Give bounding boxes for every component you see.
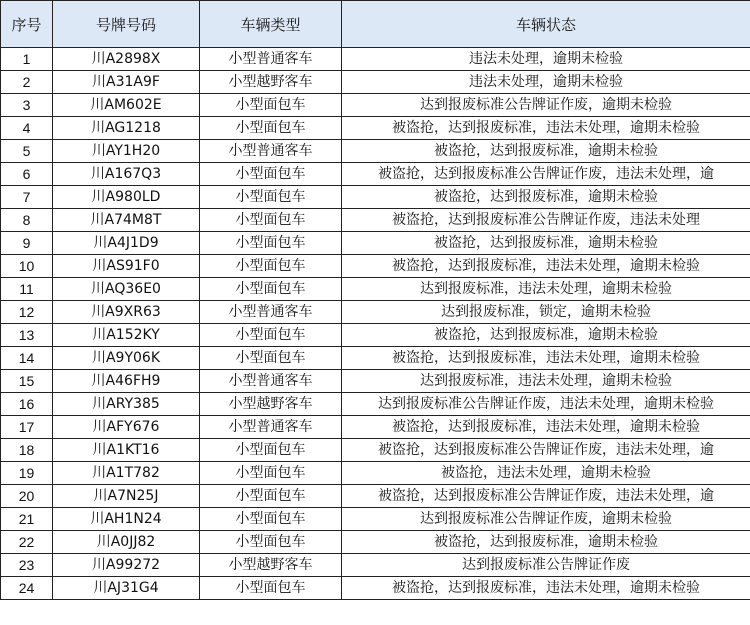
vehicle-type-cell: 小型面包车 xyxy=(200,117,342,140)
vehicle-type-cell: 小型普通客车 xyxy=(200,370,342,393)
table-row xyxy=(1,554,750,577)
table-row xyxy=(1,163,750,186)
serial-number-cell: 3 xyxy=(1,94,53,117)
serial-number-cell: 24 xyxy=(1,577,53,600)
vehicle-type-cell: 小型普通客车 xyxy=(200,301,342,324)
plate-number-cell: 川AFY676 xyxy=(53,416,200,439)
table-row xyxy=(1,485,750,508)
plate-number-cell: 川A0JJ82 xyxy=(53,531,200,554)
table-row xyxy=(1,140,750,163)
plate-number-cell: 川AQ36E0 xyxy=(53,278,200,301)
table-row xyxy=(1,393,750,416)
header-vehicle-type: 车辆类型 xyxy=(200,1,342,48)
table-row xyxy=(1,232,750,255)
vehicle-status-cell: 违法未处理，逾期未检验 xyxy=(342,48,750,71)
vehicle-type-cell: 小型面包车 xyxy=(200,577,342,600)
serial-number-cell: 7 xyxy=(1,186,53,209)
plate-number-cell: 川A7N25J xyxy=(53,485,200,508)
serial-number-cell: 20 xyxy=(1,485,53,508)
vehicle-status-cell: 违法未处理，逾期未检验 xyxy=(342,71,750,94)
vehicle-status-cell: 达到报废标准公告牌证作废 xyxy=(342,554,750,577)
table-row xyxy=(1,301,750,324)
table-row xyxy=(1,439,750,462)
plate-number-cell: 川A99272 xyxy=(53,554,200,577)
table-row xyxy=(1,71,750,94)
serial-number-cell: 2 xyxy=(1,71,53,94)
table-row xyxy=(1,577,750,600)
serial-number-cell: 23 xyxy=(1,554,53,577)
plate-number-cell: 川A9XR63 xyxy=(53,301,200,324)
header-plate-number: 号牌号码 xyxy=(53,1,200,48)
vehicle-type-cell: 小型普通客车 xyxy=(200,140,342,163)
table-row xyxy=(1,278,750,301)
table-row xyxy=(1,416,750,439)
serial-number-cell: 22 xyxy=(1,531,53,554)
table-row xyxy=(1,531,750,554)
serial-number-cell: 17 xyxy=(1,416,53,439)
plate-number-cell: 川A31A9F xyxy=(53,71,200,94)
vehicle-status-cell: 达到报废标准公告牌证作废，违法未处理，逾期未检验 xyxy=(342,393,750,416)
plate-number-cell: 川AY1H20 xyxy=(53,140,200,163)
plate-number-cell: 川ARY385 xyxy=(53,393,200,416)
vehicle-status-cell: 被盗抢，达到报废标准，逾期未检验 xyxy=(342,531,750,554)
vehicle-type-cell: 小型面包车 xyxy=(200,485,342,508)
header-row xyxy=(1,1,750,48)
vehicle-status-cell: 达到报废标准，锁定，逾期未检验 xyxy=(342,301,750,324)
vehicle-type-cell: 小型面包车 xyxy=(200,186,342,209)
vehicle-status-cell: 被盗抢，达到报废标准，违法未处理，逾期未检验 xyxy=(342,577,750,600)
plate-number-cell: 川AS91F0 xyxy=(53,255,200,278)
vehicle-type-cell: 小型越野客车 xyxy=(200,71,342,94)
plate-number-cell: 川AH1N24 xyxy=(53,508,200,531)
serial-number-cell: 18 xyxy=(1,439,53,462)
vehicle-status-cell: 被盗抢，达到报废标准公告牌证作废，违法未处理，逾 xyxy=(342,485,750,508)
vehicle-status-cell: 被盗抢，达到报废标准，违法未处理，逾期未检验 xyxy=(342,255,750,278)
vehicle-status-cell: 被盗抢，达到报废标准公告牌证作废，违法未处理，逾 xyxy=(342,439,750,462)
serial-number-cell: 16 xyxy=(1,393,53,416)
table-row xyxy=(1,324,750,347)
vehicle-status-cell: 被盗抢，达到报废标准，逾期未检验 xyxy=(342,186,750,209)
serial-number-cell: 14 xyxy=(1,347,53,370)
table-row xyxy=(1,508,750,531)
table-row xyxy=(1,370,750,393)
table-row xyxy=(1,186,750,209)
serial-number-cell: 10 xyxy=(1,255,53,278)
plate-number-cell: 川AG1218 xyxy=(53,117,200,140)
plate-number-cell: 川A46FH9 xyxy=(53,370,200,393)
vehicle-status-cell: 被盗抢，达到报废标准，违法未处理，逾期未检验 xyxy=(342,117,750,140)
header-serial-number: 序号 xyxy=(1,1,53,48)
serial-number-cell: 6 xyxy=(1,163,53,186)
serial-number-cell: 1 xyxy=(1,48,53,71)
plate-number-cell: 川A4J1D9 xyxy=(53,232,200,255)
plate-number-cell: 川A980LD xyxy=(53,186,200,209)
vehicle-status-cell: 被盗抢，达到报废标准公告牌证作废，违法未处理 xyxy=(342,209,750,232)
table-row xyxy=(1,462,750,485)
vehicle-type-cell: 小型面包车 xyxy=(200,163,342,186)
vehicle-status-cell: 达到报废标准公告牌证作废，逾期未检验 xyxy=(342,508,750,531)
table-row xyxy=(1,209,750,232)
plate-number-cell: 川A1T782 xyxy=(53,462,200,485)
vehicle-status-cell: 达到报废标准，违法未处理，逾期未检验 xyxy=(342,370,750,393)
serial-number-cell: 9 xyxy=(1,232,53,255)
vehicle-type-cell: 小型面包车 xyxy=(200,94,342,117)
vehicle-status-cell: 达到报废标准，违法未处理，逾期未检验 xyxy=(342,278,750,301)
vehicle-status-cell: 达到报废标准公告牌证作废，逾期未检验 xyxy=(342,94,750,117)
serial-number-cell: 19 xyxy=(1,462,53,485)
plate-number-cell: 川A152KY xyxy=(53,324,200,347)
vehicle-type-cell: 小型面包车 xyxy=(200,324,342,347)
plate-number-cell: 川A9Y06K xyxy=(53,347,200,370)
vehicle-status-cell: 被盗抢，达到报废标准公告牌证作废，违法未处理，逾 xyxy=(342,163,750,186)
vehicle-type-cell: 小型面包车 xyxy=(200,278,342,301)
serial-number-cell: 8 xyxy=(1,209,53,232)
serial-number-cell: 13 xyxy=(1,324,53,347)
vehicle-type-cell: 小型面包车 xyxy=(200,255,342,278)
vehicle-type-cell: 小型面包车 xyxy=(200,347,342,370)
vehicle-type-cell: 小型越野客车 xyxy=(200,554,342,577)
table-body xyxy=(1,48,750,600)
plate-number-cell: 川AJ31G4 xyxy=(53,577,200,600)
table-row xyxy=(1,347,750,370)
vehicle-status-cell: 被盗抢，达到报废标准，违法未处理，逾期未检验 xyxy=(342,347,750,370)
table-row xyxy=(1,117,750,140)
plate-number-cell: 川A2898X xyxy=(53,48,200,71)
serial-number-cell: 15 xyxy=(1,370,53,393)
serial-number-cell: 5 xyxy=(1,140,53,163)
vehicle-type-cell: 小型普通客车 xyxy=(200,416,342,439)
vehicle-status-cell: 被盗抢，违法未处理，逾期未检验 xyxy=(342,462,750,485)
serial-number-cell: 4 xyxy=(1,117,53,140)
table-row xyxy=(1,94,750,117)
serial-number-cell: 11 xyxy=(1,278,53,301)
vehicle-status-cell: 被盗抢，达到报废标准，违法未处理，逾期未检验 xyxy=(342,416,750,439)
vehicle-type-cell: 小型面包车 xyxy=(200,531,342,554)
vehicle-type-cell: 小型面包车 xyxy=(200,209,342,232)
vehicle-status-cell: 被盗抢，达到报废标准，逾期未检验 xyxy=(342,232,750,255)
vehicle-type-cell: 小型面包车 xyxy=(200,232,342,255)
plate-number-cell: 川A167Q3 xyxy=(53,163,200,186)
vehicle-type-cell: 小型面包车 xyxy=(200,508,342,531)
table-row xyxy=(1,255,750,278)
plate-number-cell: 川AM602E xyxy=(53,94,200,117)
serial-number-cell: 12 xyxy=(1,301,53,324)
plate-number-cell: 川A74M8T xyxy=(53,209,200,232)
vehicle-type-cell: 小型越野客车 xyxy=(200,393,342,416)
plate-number-cell: 川A1KT16 xyxy=(53,439,200,462)
vehicle-status-cell: 被盗抢，达到报废标准，逾期未检验 xyxy=(342,140,750,163)
header-vehicle-status: 车辆状态 xyxy=(342,1,750,48)
table-row xyxy=(1,48,750,71)
vehicle-status-cell: 被盗抢，达到报废标准，逾期未检验 xyxy=(342,324,750,347)
vehicle-type-cell: 小型面包车 xyxy=(200,439,342,462)
vehicle-type-cell: 小型普通客车 xyxy=(200,48,342,71)
serial-number-cell: 21 xyxy=(1,508,53,531)
vehicle-type-cell: 小型面包车 xyxy=(200,462,342,485)
